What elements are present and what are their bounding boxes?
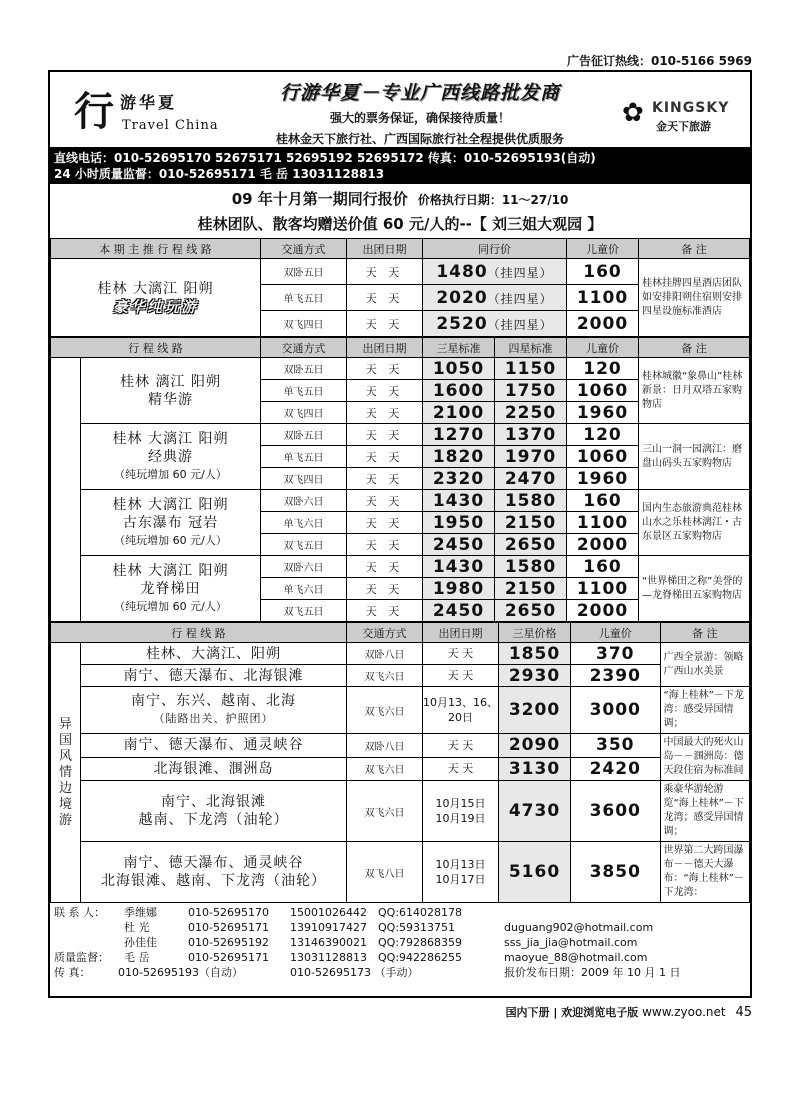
transport-cell: 双卧六日 [261,556,347,578]
3star-price-cell: 1430 [423,556,495,578]
3star-price-cell: 1270 [423,424,495,446]
child-price-cell: 1060 [567,380,639,402]
s3-note: 世界第二大跨国瀑布－－德天大瀑布：“海上桂林”－下龙湾： [660,842,750,903]
contact-mobile: 13031128813 [290,951,367,964]
route-line-1: 南宁、北海银滩 [161,794,266,810]
transport-cell: 双卧八日 [347,734,423,758]
transport-cell: 双卧五日 [261,358,347,380]
contact-qq: QQ:614028178 [378,906,463,919]
slogan-sub2: 桂林金天下旅行社、广西国际旅行社全程提供优质服务 [275,132,564,146]
child-price-cell: 370 [571,643,661,665]
contact-qq: QQ:942286255 [378,951,463,964]
contact-name: 季维娜 [124,906,157,919]
3star-price-cell: 2450 [423,600,495,622]
price-value: 2520 [436,313,488,334]
s3-side-label: 异国风情边境游 [51,643,81,903]
contact-tel: 010-52695171 [188,921,269,934]
transport-cell: 双飞八日 [347,842,423,903]
contact-name: 孙佳佳 [124,936,157,949]
s3-row [51,643,750,665]
fax-auto: 010-52695193（自动） [118,966,243,979]
date-cell: 天 天 [347,311,423,337]
child-price-cell: 3000 [571,687,661,734]
child-price-cell: 160 [567,490,639,512]
route-line-2: 精华游 [148,391,193,408]
route-line-3: （纯玩增加 60 元/人） [114,533,227,547]
s3-row [51,734,750,758]
contact-mobile: 15001026442 [290,906,367,919]
s2-route [81,424,261,490]
3star-price-cell: 1980 [423,578,495,600]
fax-row [54,965,746,980]
route-line-2: 龙脊梯田 [140,580,201,597]
s2-row [51,358,750,380]
route-line-1: 北海银滩、涠洲岛 [153,760,274,777]
route-line-2: （陆路出关、护照团） [153,712,274,725]
contact-tel: 010-52695171 [188,951,269,964]
fax-manual: 010-52695173 （手动） [290,966,419,979]
transport-cell: 双卧八日 [347,643,423,665]
price-cell: 5160 [499,842,571,903]
transport-cell: 双飞六日 [347,665,423,687]
price-note: （挂四星） [487,317,553,332]
s3-row [51,757,750,781]
date-cell: 天 天 [423,734,499,758]
title-date: 价格执行日期：11～27/10 [417,193,569,207]
s3-note: 广西全景游：领略广西山水美景 [660,643,750,687]
transport-cell: 双飞五日 [261,600,347,622]
route-line-2: 古东瀑布 冠岩 [122,514,219,531]
s3-route [81,842,347,903]
s3-route [81,665,347,687]
page-title [50,188,750,209]
footer-url[interactable]: www.zyoo.net [642,1005,726,1019]
transport-cell: 单飞五日 [261,285,347,311]
transport-cell: 单飞五日 [261,446,347,468]
kingsky-cn: 金天下旅游 [656,120,711,133]
contact-name: 毛 岳 [124,951,150,964]
price-note: （挂四星） [487,291,553,306]
price-cell [423,259,567,285]
s3-h-note: 备 注 [660,623,750,643]
s3-route [81,757,347,781]
child-price-cell: 1960 [567,402,639,424]
4star-price-cell: 1580 [495,490,567,512]
route-line-1: 桂林、大漓江、阳朔 [146,645,281,662]
s2-row [51,490,750,512]
date-cell: 天 天 [347,556,423,578]
child-price-cell: 2000 [567,534,639,556]
4star-price-cell: 2150 [495,578,567,600]
date-cell: 10月13、16、20日 [423,687,499,734]
header [50,72,750,148]
contact-row [54,920,746,935]
date-cell: 10月15日 10月19日 [423,781,499,842]
date-cell: 10月13日 10月17日 [423,842,499,903]
date-cell: 天 天 [347,259,423,285]
section1-table [50,238,750,337]
date-cell: 天 天 [347,285,423,311]
child-price-cell: 1100 [567,578,639,600]
footer-text: 国内下册 | 欢迎浏览电子版 [505,1006,639,1019]
4star-price-cell: 1580 [495,556,567,578]
page-number: 45 [735,1005,752,1020]
transport-cell: 双飞四日 [261,402,347,424]
publish-date: 报价发布日期：2009 年 10 月 1 日 [504,966,681,979]
transport-cell: 双飞六日 [347,687,423,734]
transport-cell: 双卧五日 [261,424,347,446]
child-price-cell: 2420 [571,757,661,781]
date-cell: 天 天 [347,578,423,600]
child-price-cell: 350 [571,734,661,758]
contact-qq: QQ:59313751 [378,921,456,934]
child-price-cell: 160 [567,556,639,578]
date-cell: 天 天 [347,446,423,468]
slogan-sub1: 强大的票务保证，确保接待质量！ [329,111,510,125]
3star-price-cell: 1050 [423,358,495,380]
page-footer [48,1004,752,1020]
route-line-1: 南宁、东兴、越南、北海 [131,693,296,709]
child-price-cell: 1100 [567,512,639,534]
s2-h-4star: 四星标准 [495,338,567,358]
price-value: 1480 [436,261,488,282]
s3-row [51,781,750,842]
transport-cell: 单飞六日 [261,578,347,600]
s1-h-date: 出团日期 [347,239,423,259]
s1-note: 桂林挂牌四星酒店团队如安排阳朔住宿则安排四星设施标准酒店 [639,259,750,337]
3star-price-cell: 1950 [423,512,495,534]
s2-route [81,490,261,556]
kingsky-logo [622,98,742,138]
transport-cell: 双飞五日 [261,534,347,556]
s1-route [51,259,261,337]
s3-h-child: 儿童价 [571,623,661,643]
child-price-cell: 120 [567,358,639,380]
slogan [230,78,610,147]
4star-price-cell: 1750 [495,380,567,402]
kingsky-icon: ✿ [622,98,644,128]
child-price-cell: 2390 [571,665,661,687]
s1-h-price: 同行价 [423,239,567,259]
s3-note: 中国最大的死火山岛－－涠洲岛：德天段住宿为标准间 [660,734,750,781]
s2-route [81,556,261,622]
4star-price-cell: 1370 [495,424,567,446]
s1-h-note: 备 注 [639,239,750,259]
logo-char: 行 [74,88,114,135]
route-line-2: 越南、下龙湾（油轮） [138,812,289,828]
contact-mobile: 13910917427 [290,921,367,934]
s2-h-transport: 交通方式 [261,338,347,358]
date-cell: 天 天 [347,600,423,622]
date-cell: 天 天 [347,534,423,556]
child-price-cell: 2000 [567,311,639,337]
transport-cell: 双卧五日 [261,259,347,285]
s2-h-3star: 三星标准 [423,338,495,358]
4star-price-cell: 2250 [495,402,567,424]
date-cell: 天 天 [347,380,423,402]
s2-row [51,424,750,446]
4star-price-cell: 2650 [495,534,567,556]
date-cell: 天 天 [347,468,423,490]
s3-h-transport: 交通方式 [347,623,423,643]
3star-price-cell: 2320 [423,468,495,490]
transport-cell: 双卧六日 [261,490,347,512]
contact-row [54,905,746,920]
route-line-3: （纯玩增加 60 元/人） [114,467,227,481]
route-line-2: 经典游 [148,448,193,465]
price-cell: 4730 [499,781,571,842]
4star-price-cell: 2650 [495,600,567,622]
section3-table [50,622,750,903]
contact-row [54,935,746,950]
price-cell: 2090 [499,734,571,758]
fax-label: 传 真： [54,966,91,979]
contact-email[interactable]: sss_jia_jia@hotmail.com [504,936,638,949]
4star-price-cell: 2150 [495,512,567,534]
s2-h-note: 备 注 [639,338,750,358]
transport-cell: 双飞六日 [347,757,423,781]
child-price-cell: 120 [567,424,639,446]
child-price-cell: 3850 [571,842,661,903]
price-cell: 2930 [499,665,571,687]
s2-h-route: 行 程 线 路 [51,338,261,358]
3star-price-cell: 1820 [423,446,495,468]
route-line-1: 南宁、德天瀑布、通灵峡谷 [123,855,304,871]
s3-route [81,781,347,842]
transport-cell: 双飞四日 [261,468,347,490]
s2-side-blank [51,358,81,622]
route-line-1: 桂林 大漓江 阳朔 [112,496,229,513]
s2-route [81,358,261,424]
price-cell: 1850 [499,643,571,665]
s3-row [51,665,750,687]
3star-price-cell: 2100 [423,402,495,424]
s1-route-fancy: 豪华纯玩游 [112,297,198,316]
s3-row [51,842,750,903]
4star-price-cell: 1150 [495,358,567,380]
s2-h-child: 儿童价 [567,338,639,358]
transport-cell: 双飞六日 [347,781,423,842]
transport-cell: 单飞五日 [261,380,347,402]
s3-route [81,643,347,665]
price-cell [423,311,567,337]
kingsky-en: KINGSKY [652,100,730,116]
date-cell: 天 天 [423,643,499,665]
title-main: 09 年十月第一期同行报价 [231,190,408,208]
ad-hotline: 广告征订热线：010-5166 5969 [566,54,752,68]
s1-route-text: 桂林 大漓江 阳朔 [97,280,214,297]
quality-label: 质量监督： [54,951,109,964]
contact-info [50,903,750,1001]
quality-row [54,950,746,965]
3star-price-cell: 2450 [423,534,495,556]
4star-price-cell: 2470 [495,468,567,490]
date-cell: 天 天 [423,757,499,781]
contact-bar [50,148,750,184]
price-value: 2020 [436,287,488,308]
price-cell: 3130 [499,757,571,781]
contact-qq: QQ:792868359 [378,936,463,949]
logo-en: Travel China [122,118,219,133]
date-cell: 天 天 [347,512,423,534]
price-sheet [48,70,752,998]
contact-label: 联 系 人： [54,906,105,919]
contact-mobile: 13146390021 [290,936,367,949]
slogan-main: 行游华夏－专业广西线路批发商 [279,82,560,104]
route-line-1: 桂林 大漓江 阳朔 [112,430,229,447]
s2-note: “世界梯田之称”美誉的 —龙脊梯田五家购物店 [639,556,750,622]
travel-china-logo [74,78,244,142]
contact-tel: 010-52695170 [188,906,269,919]
s1-h-route: 本 期 主 推 行 程 线 路 [51,239,261,259]
date-cell: 天 天 [423,665,499,687]
s3-h-price: 三星价格 [499,623,571,643]
route-line-3: （纯玩增加 60 元/人） [114,599,227,613]
s2-row [51,556,750,578]
child-price-cell: 1060 [567,446,639,468]
contact-line-2: 24 小时质量监督：010-52695171 毛 岳 13031128813 [54,167,385,181]
child-price-cell: 2000 [567,600,639,622]
route-line-1: 桂林 漓江 阳朔 [120,373,221,390]
date-cell: 天 天 [347,402,423,424]
price-note: （挂四星） [487,265,553,280]
3star-price-cell: 1430 [423,490,495,512]
s2-h-date: 出团日期 [347,338,423,358]
s2-note: 国内生态旅游典范桂林山水之乐桂林漓江・古东景区五家购物店 [639,490,750,556]
transport-cell: 单飞六日 [261,512,347,534]
contact-email[interactable]: maoyue_88@hotmail.com [504,951,648,964]
child-price-cell: 3600 [571,781,661,842]
contact-line-1: 直线电话：010-52695170 52675171 52695192 52695172 传真：010-52695193(自动) [54,151,596,165]
s3-note: 乘豪华游轮游览“海上桂林”－下龙湾；感受异国情调； [660,781,750,842]
s3-note: “海上桂林”－下龙湾：感受异国情调； [660,687,750,734]
contact-tel: 010-52695192 [188,936,269,949]
date-cell: 天 天 [347,358,423,380]
route-line-1: 南宁、德天瀑布、通灵峡谷 [123,737,304,754]
date-cell: 天 天 [347,424,423,446]
child-price-cell: 1100 [567,285,639,311]
price-cell: 3200 [499,687,571,734]
section2-table [50,337,750,622]
route-line-1: 南宁、德天瀑布、北海银滩 [123,667,304,684]
s2-note: 三山一洞一园漓江：磨盘山码头五家购物店 [639,424,750,490]
transport-cell: 双飞四日 [261,311,347,337]
logo-text: 游华夏 [120,93,178,112]
s3-h-route: 行 程 线 路 [51,623,347,643]
s3-h-date: 出团日期 [423,623,499,643]
contact-name: 杜 光 [124,921,150,934]
3star-price-cell: 1600 [423,380,495,402]
s3-row [51,687,750,734]
contact-email[interactable]: duguang902@hotmail.com [504,921,654,934]
child-price-cell: 160 [567,259,639,285]
date-cell: 天 天 [347,490,423,512]
4star-price-cell: 1970 [495,446,567,468]
gift-title: 桂林团队、散客均赠送价值 60 元/人的--【 刘三姐大观园 】 [197,215,603,233]
s3-route [81,687,347,734]
s3-route [81,734,347,758]
child-price-cell: 1960 [567,468,639,490]
price-cell [423,285,567,311]
s1-h-transport: 交通方式 [261,239,347,259]
route-line-1: 桂林 大漓江 阳朔 [112,562,229,579]
route-line-2: 北海银滩、越南、下龙湾（油轮） [101,873,326,889]
s2-note: 桂林城徽“象鼻山”桂林新景：日月双塔五家购物店 [639,358,750,424]
s1-h-child: 儿童价 [567,239,639,259]
